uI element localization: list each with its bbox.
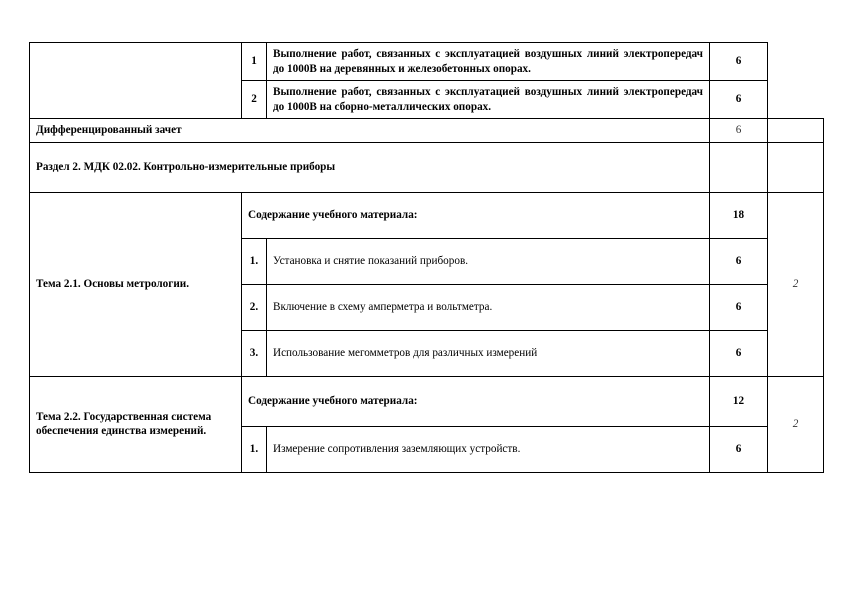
theme-title-2-1: Тема 2.1. Основы метрологии. bbox=[30, 192, 242, 376]
item-number: 2. bbox=[242, 284, 267, 330]
theme-title-2-2: Тема 2.2. Государственная система обеспечения единства измерений. bbox=[30, 376, 242, 472]
table-row bbox=[30, 192, 824, 238]
item-hours: 6 bbox=[710, 330, 768, 376]
section-header-hours bbox=[710, 142, 768, 192]
item-hours: 6 bbox=[710, 81, 768, 119]
item-hours: 6 bbox=[710, 426, 768, 472]
table-row bbox=[30, 43, 824, 81]
content-heading: Содержание учебного материала: bbox=[242, 192, 710, 238]
item-number: 1. bbox=[242, 426, 267, 472]
differentiated-credit-level bbox=[768, 119, 824, 143]
item-number: 1. bbox=[242, 238, 267, 284]
theme-hours-2-1: 18 bbox=[710, 192, 768, 238]
table-row bbox=[30, 376, 824, 426]
item-number: 1 bbox=[242, 43, 267, 81]
level-cell-empty bbox=[768, 43, 824, 81]
theme-hours-2-2: 12 bbox=[710, 376, 768, 426]
theme-level-2-2: 2 bbox=[768, 376, 824, 472]
item-content: Установка и снятие показаний приборов. bbox=[267, 238, 710, 284]
differentiated-credit-label: Дифференцированный зачет bbox=[30, 119, 710, 143]
theme-level-2-1: 2 bbox=[768, 192, 824, 376]
item-number: 3. bbox=[242, 330, 267, 376]
item-content: Использование мегомметров для различных измерений bbox=[267, 330, 710, 376]
section-header-level bbox=[768, 142, 824, 192]
theme-cell-empty bbox=[30, 43, 242, 119]
section-header-label: Раздел 2. МДК 02.02. Контрольно-измерительные приборы bbox=[30, 142, 710, 192]
table-row bbox=[30, 119, 824, 143]
item-number: 2 bbox=[242, 81, 267, 119]
item-hours: 6 bbox=[710, 238, 768, 284]
table-row bbox=[30, 142, 824, 192]
item-hours: 6 bbox=[710, 284, 768, 330]
differentiated-credit-hours: 6 bbox=[710, 119, 768, 143]
curriculum-table bbox=[29, 42, 824, 473]
content-heading: Содержание учебного материала: bbox=[242, 376, 710, 426]
item-content: Включение в схему амперметра и вольтметра. bbox=[267, 284, 710, 330]
item-content: Выполнение работ, связанных с эксплуатацией воздушных линий электропередач до 1000В на сборно-металлических опорах. bbox=[267, 81, 710, 119]
item-content: Выполнение работ, связанных с эксплуатацией воздушных линий электропередач до 1000В на деревянных и железобетонных опорах. bbox=[267, 43, 710, 81]
item-hours: 6 bbox=[710, 43, 768, 81]
item-content: Измерение сопротивления заземляющих устройств. bbox=[267, 426, 710, 472]
level-cell-empty bbox=[768, 81, 824, 119]
